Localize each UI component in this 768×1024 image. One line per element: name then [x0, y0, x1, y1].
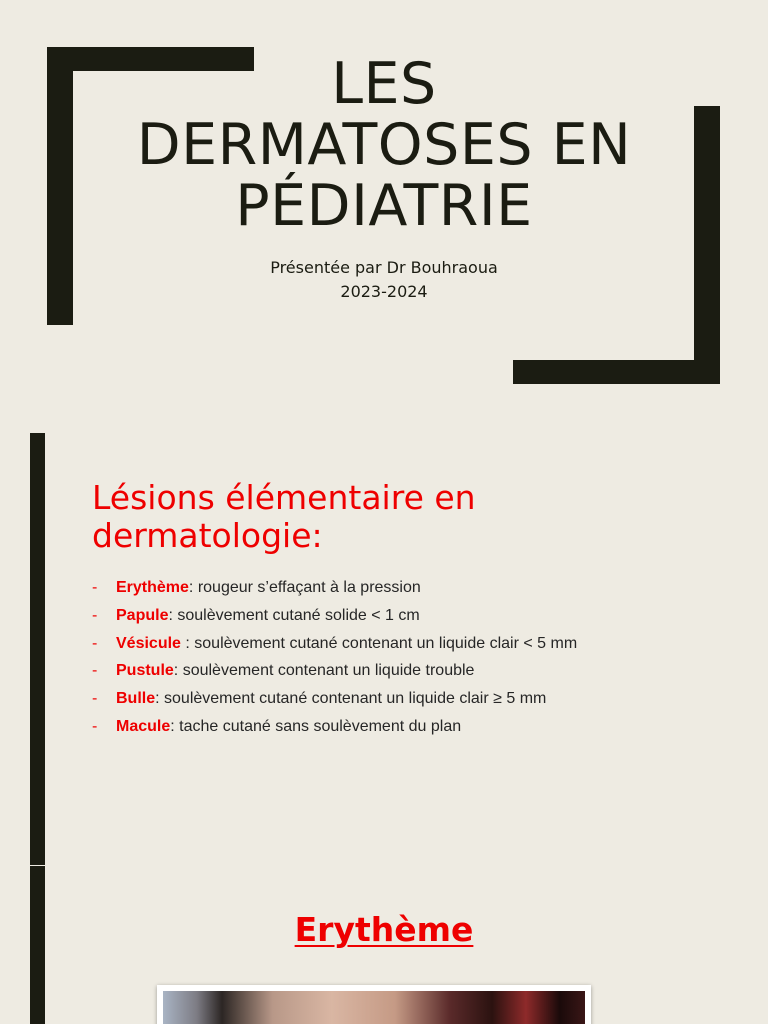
dash-bullet: -: [92, 690, 98, 708]
heading-line: dermatologie:: [92, 516, 323, 555]
lesion-term: Papule: [116, 606, 169, 624]
lesion-description: : soulèvement contenant un liquide trouble: [173, 662, 475, 680]
title-slide: [0, 0, 768, 433]
lesion-term: Erythème: [116, 579, 189, 596]
lesion-term: Macule: [116, 717, 171, 735]
lesion-description: : soulèvement cutané contenant un liquide clair ≥ 5 mm: [155, 690, 547, 708]
presenter-text: Présentée par Dr Bouhraoua: [270, 258, 498, 277]
heading-line: Lésions élémentaire en: [92, 478, 476, 517]
lesion-term: Vésicule: [116, 634, 181, 652]
erythema-slide: [0, 866, 768, 1024]
list-item: [92, 715, 577, 743]
lesion-description: : soulèvement cutané solide < 1 cm: [168, 606, 420, 624]
frame-corner-bottom-right-vertical: [694, 106, 720, 384]
dash-bullet: -: [92, 662, 98, 680]
title-line: PÉDIATRIE: [235, 173, 533, 239]
erythema-photo: [163, 991, 585, 1024]
title-line: LES: [331, 51, 437, 117]
dash-bullet: -: [92, 606, 98, 624]
title-line: DERMATOSES EN: [136, 112, 632, 178]
list-item: [92, 576, 577, 604]
list-item: [92, 687, 577, 715]
lesion-description: : soulèvement cutané contenant un liquide clair < 5 mm: [180, 634, 578, 652]
erythema-photo-frame: [157, 985, 591, 1024]
lesion-description: : tache cutané sans soulèvement du plan: [170, 717, 462, 735]
frame-corner-bottom-right-horizontal: [513, 360, 720, 384]
lesion-description: : rougeur s’effaçant à la pression: [188, 579, 421, 596]
presentation-title: [100, 51, 668, 239]
lesion-term: Bulle: [116, 690, 156, 708]
year-text: 2023-2024: [340, 282, 428, 301]
dash-bullet: -: [92, 717, 98, 735]
dash-bullet: -: [92, 634, 98, 652]
frame-corner-top-left-vertical: [47, 47, 73, 325]
lesions-heading: [92, 479, 692, 555]
lesions-slide: [0, 433, 768, 865]
dash-bullet: -: [92, 579, 98, 596]
list-item: [92, 659, 577, 687]
list-item: [92, 604, 577, 632]
lesion-term: Pustule: [116, 662, 174, 680]
lesions-list: [92, 576, 577, 743]
erythema-title: Erythème: [294, 910, 474, 949]
list-item: [92, 632, 577, 660]
slide-accent-bar: [30, 433, 45, 865]
